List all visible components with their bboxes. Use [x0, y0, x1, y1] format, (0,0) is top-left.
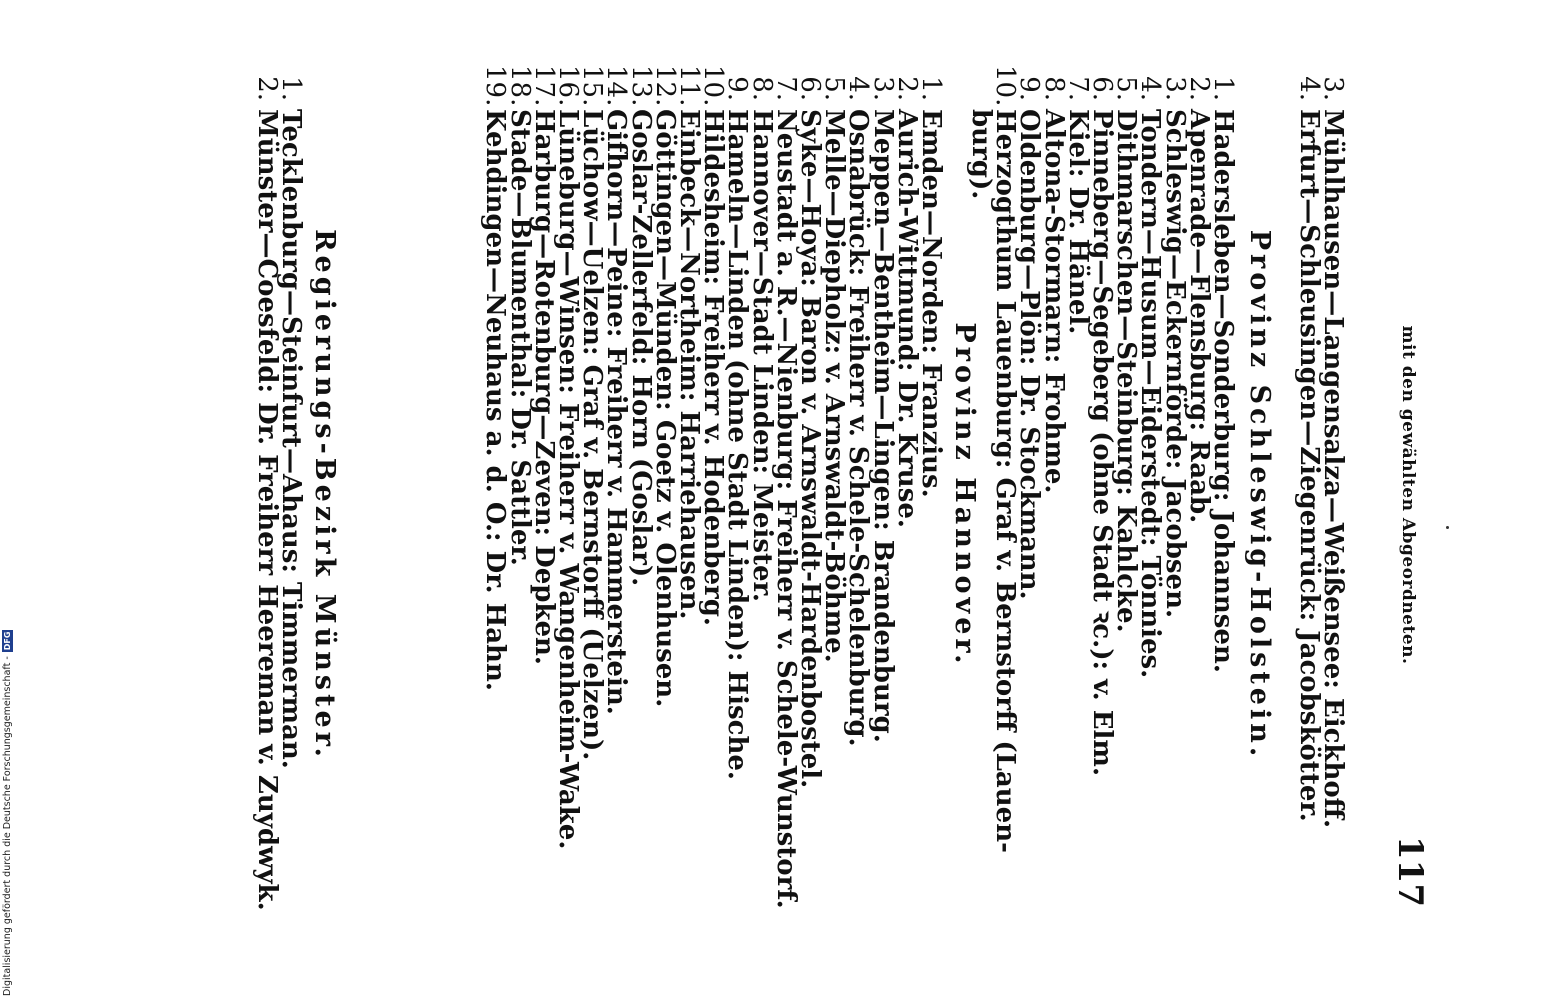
credit-text: Digitalisierung gefördert durch die Deutsche Forschungsgemeinschaft -: [2, 656, 13, 996]
entry-number: 3.: [1318, 76, 1348, 101]
list-item: [552, 65, 583, 925]
list-item: [746, 65, 777, 925]
entry-number: 13.: [625, 65, 656, 107]
entry-text: Kiel: Dr. Hänel.: [1062, 109, 1093, 335]
list-item: [1293, 65, 1324, 925]
entry-number: 15.: [577, 65, 608, 107]
list-item: [1208, 65, 1238, 925]
hannover-list: [480, 65, 946, 925]
list-item: [276, 65, 306, 925]
entry-number: 1.: [916, 76, 946, 101]
entry-text: Gifhorn—Peine: Freiherr v. Hammerstein.: [601, 109, 632, 715]
entry-number: 12.: [649, 65, 680, 107]
list-item: [698, 65, 729, 925]
entry-number: 6.: [794, 76, 825, 101]
list-item: [1038, 65, 1069, 925]
list-item: [819, 65, 850, 925]
entry-text: Herzogthum Lauenburg: Graf v. Bernstorff (Lauen-: [990, 109, 1021, 853]
entry-text: Einbeck—Northeim: Harriehausen.: [673, 109, 704, 620]
speck-mark: [1446, 526, 1449, 529]
digitization-credit: [2, 601, 13, 996]
entry-number: 19.: [480, 65, 511, 107]
running-head: [1378, 65, 1430, 925]
entry-text: Aurich-Wittmund: Dr. Kruse.: [891, 109, 922, 528]
list-item: [1086, 65, 1117, 925]
list-item: [1318, 65, 1348, 925]
entry-number: 5.: [1111, 76, 1142, 101]
entry-text: Lüneburg—Winsen: Freiherr v. Wangenheim-Wake.: [552, 109, 583, 850]
running-title: mit den gewählten Abgeordneten.: [1398, 325, 1418, 665]
entry-text: Münster—Coesfeld: Dr. Freiherr Heereman v. Zuydwyk.: [251, 109, 282, 911]
entry-text: Kehdingen—Neuhaus a. d. O.: Dr. Hahn.: [480, 109, 511, 691]
entry-number: 14.: [601, 65, 632, 107]
entry-number: 8.: [1038, 76, 1069, 101]
rotated-page: [140, 65, 1430, 925]
entry-number: 1.: [276, 76, 306, 101]
section-heading-schleswig-holstein: Provinz Schleswig-Holstein.: [1244, 229, 1275, 761]
entry-number: 2.: [891, 76, 922, 101]
entry-text: Goslar-Zellerfeld: Horn (Goslar).: [625, 109, 656, 587]
entry-number: 7.: [1062, 76, 1093, 101]
muenster-list: [251, 65, 306, 925]
list-item: [251, 65, 282, 925]
entry-number: 9.: [1014, 76, 1045, 101]
list-item: [625, 65, 656, 925]
entry-text: Altona-Stormarn: Frohme.: [1038, 109, 1069, 494]
entry-number: 6.: [1086, 76, 1117, 101]
list-item: [577, 65, 608, 925]
entry-text: Dithmarschen—Steinburg: Kahlcke.: [1111, 109, 1142, 633]
entry-text: Stade—Blumenthal: Dr. Sattler.: [504, 109, 535, 566]
dfg-logo: DFG: [3, 631, 12, 651]
list-item: [916, 65, 946, 925]
entry-text: Emden—Norden: Franzius.: [916, 109, 946, 498]
entry-text: Meppen—Bentheim—Lingen: Brandenburg.: [867, 109, 898, 743]
entry-number: 10.: [698, 65, 729, 107]
entry-text: Osnabrück: Freiherr v. Schele-Schelenburg.: [843, 109, 874, 747]
list-item: [722, 65, 753, 925]
entry-continuation: burg).: [965, 109, 996, 200]
entry-number: 18.: [504, 65, 535, 107]
list-item: [504, 65, 535, 925]
entry-text: Hildesheim: Freiherr v. Hodenberg.: [698, 109, 729, 626]
list-item: [1159, 65, 1190, 925]
list-item: [770, 65, 801, 925]
page-number: 117: [1390, 836, 1430, 907]
list-item: [1062, 65, 1093, 925]
list-item: [843, 65, 874, 925]
schleswig-holstein-list: [965, 65, 1238, 925]
entry-number: 11.: [673, 65, 704, 107]
entry-text: Hannover—Stadt Linden: Meister.: [746, 109, 777, 602]
entry-text: Syke—Hoya: Baron v. Arnswaldt-Hardenbostel.: [794, 109, 825, 789]
list-item: [1014, 65, 1045, 925]
entry-number: 3.: [1159, 76, 1190, 101]
list-item: [601, 65, 632, 925]
entry-number: 9.: [722, 76, 753, 101]
entry-text: Tecklenburg—Steinfurt—Ahaus: Timmerman.: [276, 109, 306, 769]
list-item: [891, 65, 922, 925]
list-item: [1183, 65, 1214, 925]
entry-text: Melle—Diepholz: v. Arnswaldt-Böhme.: [819, 109, 850, 663]
entry-text: Göttingen—Münden: Goetz v. Olenhusen.: [649, 109, 680, 708]
top-entries-list: [1293, 65, 1348, 925]
entry-number: 10.: [990, 65, 1021, 107]
list-item: [480, 65, 511, 925]
entry-text: Schleswig—Eckernförde: Jacobsen.: [1159, 109, 1190, 619]
section-heading-hannover: Provinz Hannover.: [949, 322, 980, 668]
entry-text: Mühlhausen—Langensalza—Weißensee: Eickhoff.: [1318, 109, 1348, 829]
entry-text: Harburg—Rotenburg—Zeven: Depken.: [528, 109, 559, 665]
entry-text: Hadersleben—Sonderburg: Johannsen.: [1208, 109, 1238, 673]
entry-number: 2.: [251, 76, 282, 101]
entry-number: 1.: [1208, 76, 1238, 101]
section-heading-muenster: Regierungs-Bezirk Münster.: [309, 229, 340, 761]
entry-number: 4.: [1293, 76, 1324, 101]
entry-number: 3.: [867, 76, 898, 101]
list-item: [649, 65, 680, 925]
entry-number: 4.: [1135, 76, 1166, 101]
entry-text: Tondern—Husum—Eiderstedt: Tönnies.: [1135, 109, 1166, 679]
entry-number: 5.: [819, 76, 850, 101]
entry-number: 4.: [843, 76, 874, 101]
entry-text: Pinneberg—Segeberg (ohne Stadt ꝛc.): v. Elm.: [1086, 109, 1117, 776]
list-item: [673, 65, 704, 925]
entry-text: Apenrade—Flensburg: Raab.: [1183, 109, 1214, 524]
list-item: [528, 65, 559, 925]
list-item: [794, 65, 825, 925]
entry-number: 16.: [552, 65, 583, 107]
entry-text: Neustadt a. R.—Nienburg: Freiherr v. Schele-Wunstorf.: [770, 109, 801, 909]
list-item: [1111, 65, 1142, 925]
entry-number: 7.: [770, 76, 801, 101]
entry-text: Oldenburg—Plön: Dr. Stockmann.: [1014, 109, 1045, 600]
list-item: [1135, 65, 1166, 925]
list-item: [867, 65, 898, 925]
entry-number: 8.: [746, 76, 777, 101]
entry-number: 2.: [1183, 76, 1214, 101]
entry-text: Lüchow—Uelzen: Graf v. Bernstorff (Uelzen).: [577, 109, 608, 761]
entry-text: Hameln—Linden (ohne Stadt Linden): Hische.: [722, 109, 753, 780]
entry-number: 17.: [528, 65, 559, 107]
entry-text: Erfurt—Schleusingen—Ziegenrück: Jacobskötter.: [1293, 109, 1324, 822]
